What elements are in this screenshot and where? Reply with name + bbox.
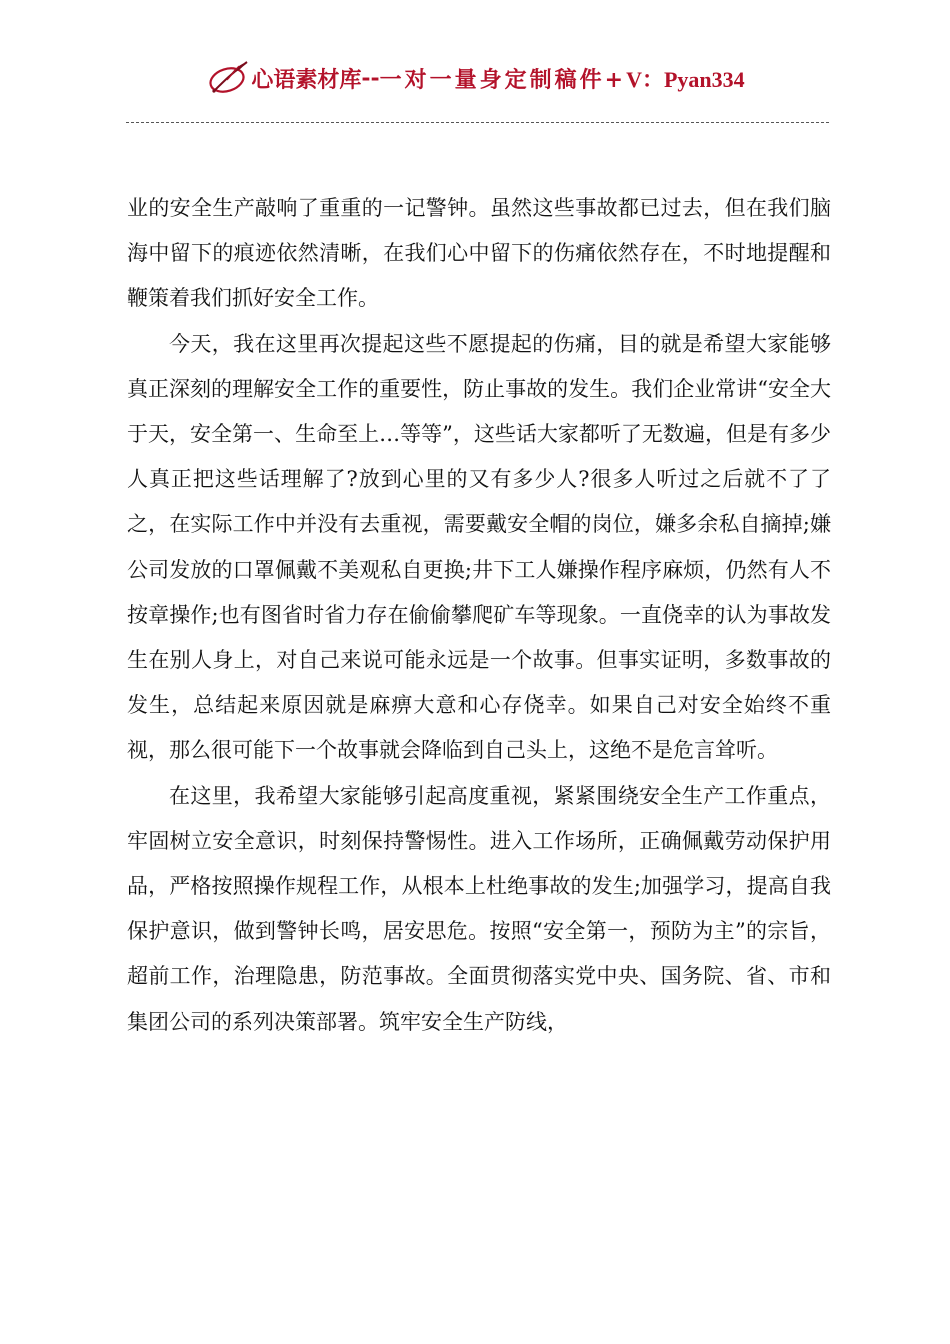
document-body <box>127 186 831 1045</box>
paragraph: 在这里，我希望大家能够引起高度重视，紧紧围绕安全生产工作重点，牢固树立安全意识，时刻保持警惕性。进入工作场所，正确佩戴劳动保护用品，严格按照操作规程工作，从根本上杜绝事故的发生;加强学习，提高自我保护意识，做到警钟长鸣，居安思危。按照“安全第一，预防为主”的宗旨，超前工作，治理隐患，防范事故。全面贯彻落实党中央、国务院、省、市和集团公司的系列决策部署。筑牢安全生产防线， <box>127 783 831 1034</box>
header-banner <box>205 58 744 98</box>
header-separator: -- <box>361 65 380 91</box>
brand-name: 心语素材库 <box>251 66 362 93</box>
page-header <box>0 58 950 102</box>
paragraph-continuation: 业的安全生产敲响了重重的一记警钟。虽然这些事故都已过去，但在我们脑海中留下的痕迹依然清晰，在我们心中留下的伤痛依然存在，不时地提醒和鞭策着我们抓好安全工作。 <box>127 196 831 311</box>
header-contact: V：Pyan334 <box>626 66 745 92</box>
header-divider <box>126 122 829 123</box>
header-tagline: 一对一量身定制稿件+ <box>379 66 627 93</box>
quill-pen-icon <box>205 58 251 98</box>
paragraph: 今天，我在这里再次提起这些不愿提起的伤痛，目的就是希望大家能够真正深刻的理解安全工作的重要性，防止事故的发生。我们企业常讲“安全大于天，安全第一、生命至上…等等”，这些话大家都听了无数遍，但是有多少人真正把这些话理解了?放到心里的又有多少人?很多人听过之后就不了了之，在实际工作中并没有去重视，需要戴安全帽的岗位，嫌多余私自摘掉;嫌公司发放的口罩佩戴不美观私自更换;井下工人嫌操作程序麻烦，仍然有人不按章操作;也有图省时省力存在偷偷攀爬矿车等现象。一直侥幸的认为事故发生在别人身上，对自己来说可能永远是一个故事。但事实证明，多数事故的发生，总结起来原因就是麻痹大意和心存侥幸。如果自己对安全始终不重视，那么很可能下一个故事就会降临到自己头上，这绝不是危言耸听。 <box>127 331 831 763</box>
